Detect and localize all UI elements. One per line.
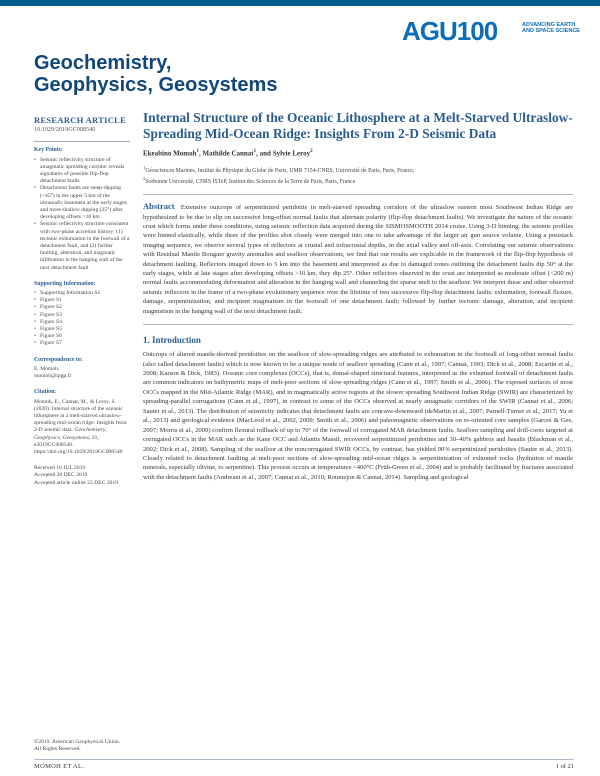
accepted-date: Accepted 20 DEC 2019 bbox=[34, 472, 88, 479]
author-name: Mathilde Cannat bbox=[202, 149, 254, 158]
supporting-item[interactable]: • Figure S2 bbox=[34, 304, 130, 311]
affiliation bbox=[143, 175, 573, 186]
main-column bbox=[143, 110, 573, 482]
author-list bbox=[143, 147, 573, 158]
affiliation-marker: 1 bbox=[143, 164, 146, 170]
citation-text: Momoh, E., Cannat, M., & Leroy, S. (2020). Internal structure of the oceanic lithosphere at a melt-starved ultraslow-spreading mid-ocean ridge: Insights from 2-D seismic data. bbox=[34, 398, 127, 434]
citation-journal: Geochemistry, Geophysics, Geosystems, bbox=[34, 427, 107, 441]
correspondence-email[interactable]: momoh@ipgp.fr bbox=[34, 373, 72, 380]
copyright-line-2: All Rights Reserved. bbox=[34, 746, 81, 752]
key-points-heading: Key Points: bbox=[34, 147, 63, 154]
author-separator: , and bbox=[256, 149, 273, 158]
correspondence-name: E. Momoh, bbox=[34, 365, 60, 372]
affiliation bbox=[143, 164, 573, 175]
dates-section bbox=[34, 465, 130, 487]
abstract-label: Abstract bbox=[143, 201, 175, 212]
supporting-item[interactable]: • Figure S7 bbox=[34, 340, 130, 347]
author-affil-marker: 1 bbox=[253, 149, 257, 155]
author-affil-marker: 1 bbox=[196, 149, 199, 155]
affiliations bbox=[143, 164, 573, 187]
supporting-item[interactable]: • Figure S1 bbox=[34, 297, 130, 304]
journal-name: Geochemistry, Geophysics, Geosystems bbox=[34, 52, 278, 96]
online-date: Accepted article online 22 DEC 2019 bbox=[34, 479, 119, 486]
paper-title: Internal Structure of the Oceanic Lithosphere at a Melt-Starved Ultraslow-Spreading Mid-Ocean Ridge: Insights From 2-D Seismic Data bbox=[143, 110, 573, 141]
author-name: Sylvie Leroy bbox=[272, 149, 311, 158]
introduction-text: Outcrops of altered mantle-derived peridotites on the seafloor of slow-spreading ridges are attributed to exhumation in the footwall of long-offset normal faults (also called detachment faults) which is now known to be a unique mode of seafloor spreading (Cann et al., 1997; Cannat, 1993; Dick et al., 2008; Escartín et al., 2008; Karson & Dick, 1983). Oceanic core complexes (OCCs), that is, domal-shaped structural features, interpreted as the exhumed footwall of detachment faults are common indicators on bathymetric maps of melt-poor sections of slow-spreading ridges (Cann et al., 1997; Smith et al., 2006). The exposed surfaces of most OCCs mapped in the Mid-Atlantic Ridge (MAR), and in magmatically active regions at the slower spreading Southwest Indian Ridge (SWIR) are characterized by spreading-parallel corrugations (Cann et al., 1997), in contrast to some of the OCCs observed at nearly amagmatic corridors of the SWIR (Cannat et al., 2006; Sauter et al., 2013). The distribution of seismicity indicates that detachment faults are concave-downward (deMartin et al., 2007; Parnell-Turner et al., 2017; Yu et al., 2013) and geological evidence (MacLeod et al., 2002, 2009; Smith et al., 2006) and paleomagnetic observations on re-oriented core samples (Garces & Gee, 2007; Morris et al., 2009) confirm flexural rollback of up to 70° of the footwall of corrugated MAR detachment faults. Seafloor sampling and drill-cores targeted at corrugated OCCs in the MAR such as the Kane OCC and Atlantis Massif, recovered serpentinized peridotites and 30–40% gabbros and basalts (Blackman et al., 2002; Dick et al., 2008). Sampling of the seafloor at the noncorrugated SWIR OCCs, by contrast, has yielded 90% serpentinized peridotites (Sauter et al., 2013). Closely related to detachment faulting at melt-poor sections of slow-spreading mid-ocean ridges is serpentinization of exhumed rocks (hydration of mantle minerals, especially olivine, to serpentine). This process occurs at temperatures <400°C (Früh-Green et al., 2004) and is probably facilitated by fractures associated with the detachment faults (Andreani et al., 2007; Cannat et al., 2010; Roumejon & Cannat, 2014). Sampling and geological bbox=[143, 351, 573, 481]
citation-section bbox=[34, 389, 130, 456]
agu-logo bbox=[402, 16, 592, 66]
doi[interactable]: 10.1029/2019GC008540 bbox=[34, 126, 96, 134]
copyright-notice bbox=[34, 739, 134, 753]
affiliation-text: Sorbonne Université, CNRS ISTeP, Institut des Sciences de la Terre de Paris, Paris, France bbox=[145, 178, 356, 185]
key-point: • Detachment faults are steep-dipping (>45°) in the upper 5 km of the ultramafic basement at the early stages and more shallow dipping (25°) after developing offsets >10 km bbox=[34, 185, 130, 221]
logo-wordmark: AGU100 bbox=[402, 16, 498, 46]
header-color-bar bbox=[0, 0, 600, 6]
abstract bbox=[143, 194, 573, 325]
citation-tail[interactable]: 21, e2019GC008540. https://doi.org/10.1029/2019GC008540 bbox=[34, 434, 123, 455]
sidebar-divider bbox=[34, 141, 130, 142]
article-type: RESEARCH ARTICLE bbox=[34, 115, 127, 125]
citation-heading: Citation: bbox=[34, 389, 57, 396]
author-separator: , bbox=[198, 149, 203, 158]
key-points-section bbox=[34, 147, 130, 271]
copyright-line-1: ©2019. American Geophysical Union. bbox=[34, 739, 121, 745]
footer-divider bbox=[34, 759, 574, 760]
supporting-item[interactable]: • Figure S4 bbox=[34, 319, 130, 326]
logo-tagline: ADVANCING EARTH AND SPACE SCIENCE bbox=[522, 22, 580, 34]
supporting-item[interactable]: • Figure S3 bbox=[34, 312, 130, 319]
received-date: Received 10 JUL 2019 bbox=[34, 465, 86, 472]
supporting-item[interactable]: • Figure S6 bbox=[34, 333, 130, 340]
supporting-item[interactable]: • Supporting Information S1 bbox=[34, 290, 130, 297]
affiliation-marker: 2 bbox=[143, 175, 146, 181]
correspondence-section bbox=[34, 357, 130, 381]
sidebar bbox=[34, 117, 130, 496]
supporting-item[interactable]: • Figure S5 bbox=[34, 326, 130, 333]
correspondence-heading: Correspondence to: bbox=[34, 356, 83, 363]
abstract-text: Extensive outcrops of serpentinized peridotite in melt-starved spreading corridors of the ultraslow eastern most Southwest Indian Ridge are hypothesized to be due to slip on successive long-offset normal faults that alternate polarity (flip-flop detachment faults). We investigate the nature of the oceanic crust which forms under these conditions, using seismic reflection data acquired during the SISMOSMOOTH 2014 cruise. Using 3-D binning, the seismic profiles were binned elastically, while three of the profiles shot closely were merged into one to take advantage of the larger air gun source volume. Using a poststack imaging sequence, we observe several types of reflectors at crustal and infracrustal depths, in the axial valley and off-axis. Correlating our seismic observations with Residual Mantle Bouguer gravity anomalies and seafloor observations, we find that our results are explicable in the framework of the flip-flop hypothesis of detachment faulting. Reflectors imaged down to 5 km into the basement and interpreted as due to damaged zones outlining the detachment faults dip 50° at the early stages, while at late stages after developing offsets >10 km, they dip 25°. Other reflectors observed in the crust are interpreted as moderate offset (<200 m) normal faults accommodating deformation and alteration in the hanging wall and channeling the sparse melt to the seafloor. We interpret these and other observed seismic reflectors in the frame of a two-phase evolutionary sequence over the lifetime of two successive flip-flop detachment faults: exhumation, footwall flexure, damage, serpentinization, and incipient magmatism in the footwall of one detachment fault; followed by further tectonic damage, alteration, and incipient magmatism in the hanging wall of the next detachment fault. bbox=[143, 204, 573, 315]
supporting-info-section bbox=[34, 281, 130, 348]
key-point: • Seismic reflectivity structure consistent with two-phase accretion history: (1) tectonic exhumation in the footwall of a detachment fault, and (2) further faulting, alteration, and magmatic infiltration in the hanging wall of the next detachment fault bbox=[34, 221, 130, 271]
running-author: MOMOH ET AL. bbox=[34, 763, 85, 770]
section-heading: 1. Introduction bbox=[143, 335, 201, 346]
page-number: 1 of 21 bbox=[555, 763, 574, 770]
key-point: • Seismic reflectivity structure of amagmatic spreading corridor reveals signatures of possible flip-flop detachment faults bbox=[34, 157, 130, 186]
author-name: Ekeabino Momoh bbox=[143, 149, 197, 158]
author-affil-marker: 2 bbox=[310, 149, 313, 155]
supporting-info-heading: Supporting Information: bbox=[34, 280, 96, 287]
affiliation-text: Géosciences Marines, Institut de Physique du Globe de Paris, UMR 7154-CNRS, Université de Paris, Paris, France, bbox=[145, 167, 415, 174]
